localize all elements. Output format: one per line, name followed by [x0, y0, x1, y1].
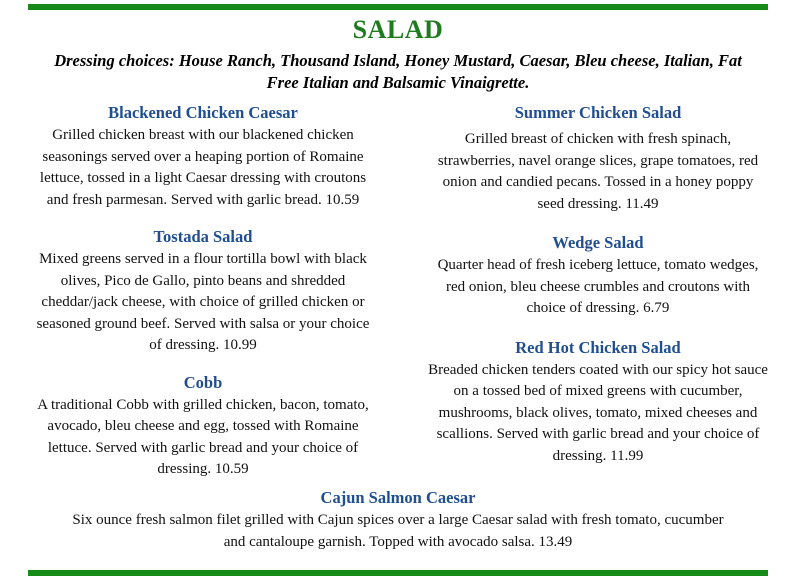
menu-item-description: Breaded chicken tenders coated with our spicy hot sauce on a tossed bed of mixed greens with cucumber, mushrooms, black olives, tomato, mixed cheeses and scallions. Served with garlic bread and your choice of dressing. 11.99: [428, 361, 768, 464]
menu-item-description: Mixed greens served in a flour tortilla bowl with black olives, Pico de Gallo, pinto beans and shredded cheddar/jack cheese, with choice of grilled chicken or seasoned ground beef. Served with salsa or your choice of dressing. 10.99: [36, 251, 370, 353]
menu-column-right: [398, 103, 796, 467]
bottom-green-rule: [28, 570, 768, 576]
menu-item: [428, 233, 768, 320]
menu-item-description: Grilled chicken breast with our blackened chicken seasonings served over a heaping portion of Romaine lettuce, tossed in a light Caesar dressing with croutons and fresh parmesan. Served with garlic bread. 10.59: [39, 127, 367, 208]
menu-item-description: Quarter head of fresh iceberg lettuce, tomato wedges, red onion, bleu cheese crumbles and croutons with choice of dressing. 6.79: [437, 257, 759, 316]
menu-item-name: Wedge Salad: [552, 233, 644, 252]
dressing-choices-note: Dressing choices: House Ranch, Thousand Island, Honey Mustard, Caesar, Bleu cheese, Italian, Fat Free Italian and Balsamic Vinaigrette.: [54, 51, 742, 92]
menu-item-description: A traditional Cobb with grilled chicken, bacon, tomato, avocado, bleu cheese and egg, tossed with Romaine lettuce. Served with garlic bread and your choice of dressing. 10.59: [37, 396, 369, 477]
menu-item-description: Grilled breast of chicken with fresh spinach, strawberries, navel orange slices, grape tomatoes, red onion and candied pecans. Tossed in a honey poppy seed dressing. 11.49: [437, 131, 759, 212]
menu-column-left: [0, 103, 398, 481]
menu-item-name: Summer Chicken Salad: [514, 103, 682, 122]
menu-item-name: Tostada Salad: [153, 227, 253, 246]
menu-item-name: Cajun Salmon Caesar: [320, 488, 476, 507]
menu-item: [34, 227, 372, 357]
menu-item: [428, 103, 768, 215]
menu-item: [34, 373, 372, 481]
menu-item-name: Blackened Chicken Caesar: [108, 103, 298, 122]
menu-item-featured: [0, 488, 796, 553]
menu-item-name: Red Hot Chicken Salad: [515, 337, 681, 357]
page-title: SALAD: [352, 15, 444, 44]
menu-item: [428, 338, 768, 468]
menu-columns: [0, 103, 796, 481]
top-green-rule: [28, 4, 768, 10]
menu-item-description: Six ounce fresh salmon filet grilled with Cajun spices over a large Caesar salad with fresh tomato, cucumber and cantaloupe garnish. Topped with avocado salsa. 13.49: [72, 512, 724, 550]
menu-item: [34, 103, 372, 211]
menu-item-name: Cobb: [183, 372, 223, 392]
